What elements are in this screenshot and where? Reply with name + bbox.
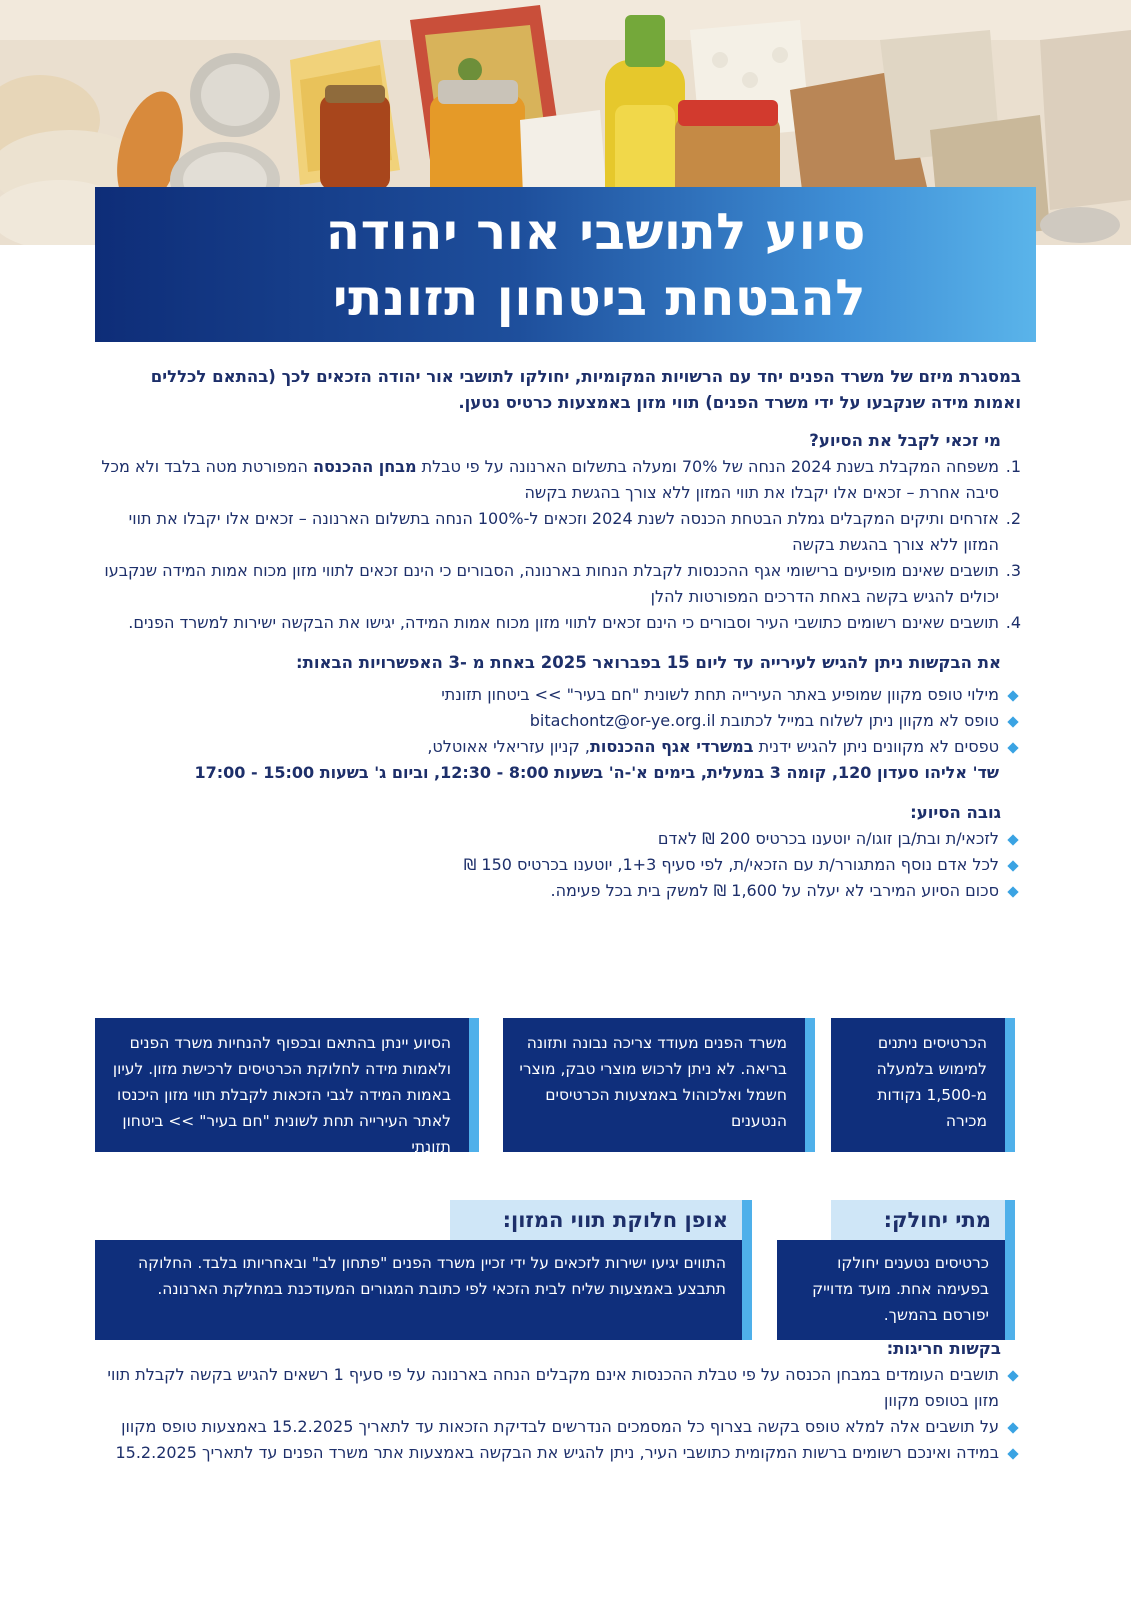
diamond-bullet-icon: [1007, 690, 1018, 701]
when-label: מתי יחולק:: [831, 1200, 1005, 1240]
online-form-link[interactable]: מילוי טופס מקוון שמופיע באתר העירייה תחת לשונית "חם בעיר" >> ביטחון תזונתי: [441, 685, 999, 704]
office-address-hours: שד' אליהו סעדון 120, קומה 3 במעלית, בימים א'-ה' בשעות 8:00 - 12:30, וביום ג' בשעות 15:00 - 17:00: [194, 763, 999, 782]
diamond-bullet-icon: [1007, 834, 1018, 845]
eligibility-heading: מי זכאי לקבל את הסיוע?: [809, 431, 1001, 450]
distribution-label: אופן חלוקת תווי המזון:: [450, 1200, 742, 1240]
amount-heading: גובה הסיוע:: [910, 803, 1001, 822]
when-box: כרטיסים נטענים יחולקו בפעימה אחת. מועד מדוייק יפורסם בהמשך.: [777, 1240, 1005, 1340]
amount-item: לזכאי/ת ובת/בן זוגו/ה יוטענו בכרטיס 200 ₪ לאדם: [99, 826, 1021, 852]
main-content: [99, 364, 1021, 904]
diamond-bullet-icon: [1007, 1422, 1018, 1433]
amount-item: לכל אדם נוסף המתגורר/ת עם הזכאי/ת, לפי סעיף 1+3, יוטענו בכרטיס 150 ₪: [99, 852, 1021, 878]
info-box-points-of-sale: הכרטיסים ניתנים למימוש בלמעלה מ-1,500 נקודות מכירה: [831, 1018, 1005, 1152]
item-number: 3.: [1005, 561, 1021, 580]
title-line-1: סיוע לתושבי אור יהודה: [325, 202, 866, 261]
exception-item: במידה ואינכם רשומים ברשות המקומית כתושבי העיר, ניתן להגיש את הבקשה באמצעות אתר משרד הפנים עד לתאריך 15.2.2025: [99, 1440, 1021, 1466]
exceptions-heading: בקשות חריגות:: [886, 1339, 1001, 1358]
diamond-bullet-icon: [1007, 886, 1018, 897]
info-box-healthy-consumption: משרד הפנים מעודד צריכה נבונה ותזונה בריאה. לא ניתן לרכוש מוצרי טבק, מוצרי חשמל ואלכוהול באמצעות הכרטיסים הנטענים: [503, 1018, 805, 1152]
submission-item: טופס לא מקוון ניתן לשלוח במייל לכתובת bitachontz@or-ye.org.il: [99, 708, 1021, 734]
item-number: 2.: [1005, 509, 1021, 528]
exception-item: תושבים העומדים במבחן הכנסה על פי טבלת ההכנסות אינם מקבלים הנחה בארנונה על פי סעיף 1 רשאים להגיש בקשה לקבלת תווי מזון בטופס מקוון: [99, 1362, 1021, 1414]
email-link[interactable]: bitachontz@or-ye.org.il: [529, 711, 716, 730]
item-number: 4.: [1005, 613, 1021, 632]
intro-paragraph: במסגרת מיזם של משרד הפנים יחד עם הרשויות המקומיות, יחולקו לתושבי אור יהודה הזכאים לכך (בהתאם לכללים ואמות מידה שנקבעו על ידי משרד הפנים) תווי מזון באמצעות כרטיס נטען.: [150, 367, 1021, 412]
exception-item: על תושבים אלה למלא טופס בקשה בצרוף כל המסמכים הנדרשים לבדיקת הזכאות עד לתאריך 15.2.2025 באמצעות טופס מקוון: [99, 1414, 1021, 1440]
item-number: 1.: [1005, 457, 1021, 476]
title-line-2: להבטחת ביטחון תזונתי: [332, 268, 866, 327]
diamond-bullet-icon: [1007, 716, 1018, 727]
eligibility-item: 3. תושבים שאינם מופיעים ברישומי אגף ההכנסות לקבלת הנחות בארנונה, הסבורים כי הינם זכאים לתווי מזון מכוח אמות המידה שנקבעו יכולים להגיש בקשה באחת הדרכים המפורטות להלן: [99, 558, 1021, 610]
diamond-bullet-icon: [1007, 1370, 1018, 1381]
diamond-bullet-icon: [1007, 1448, 1018, 1459]
exceptions-list: [99, 1362, 1021, 1466]
submission-list: [99, 682, 1021, 786]
eligibility-item: 4. תושבים שאינם רשומים כתושבי העיר וסבורים כי הינם זכאים לתווי מזון מכוח אמות המידה, יגישו את הבקשה ישירות למשרד הפנים.: [99, 610, 1021, 636]
eligibility-item: 1. משפחה המקבלת בשנת 2024 הנחה של 70% ומעלה בתשלום הארנונה על פי טבלת מבחן ההכנסה המפורטת מטה בלבד ולא מכל סיבה אחרת – זכאים אלו יקבלו את תווי המזון ללא צורך בהגשת בקשה: [99, 454, 1021, 506]
diamond-bullet-icon: [1007, 860, 1018, 871]
diamond-bullet-icon: [1007, 742, 1018, 753]
exceptions-section: [99, 1336, 1021, 1466]
info-box-guidelines: הסיוע יינתן בהתאם ובכפוף להנחיות משרד הפנים ולאמות מידה לחלוקת הכרטיסים לרכישת מזון. לעיון באמות המידה לגבי הזכאות לקבלת תווי מזון היכנסו לאתר העירייה תחת לשונית "חם בעיר" >> ביטחון תזונתי: [95, 1018, 469, 1152]
submission-item: טפסים לא מקוונים ניתן להגיש ידנית במשרדי אגף ההכנסות, קניון עזריאלי אאוטלט, שד' אליהו סעדון 120, קומה 3 במעלית, בימים א'-ה' בשעות 8:00 - 12:30, וביום ג' בשעות 15:00 - 17:00: [99, 734, 1021, 786]
amount-item: סכום הסיוע המירבי לא יעלה על 1,600 ₪ למשק בית בכל פעימה.: [99, 878, 1021, 904]
amount-list: [99, 826, 1021, 904]
title-banner: [95, 187, 1036, 342]
eligibility-list: [99, 454, 1021, 636]
eligibility-item: 2. אזרחים ותיקים המקבלים גמלת הבטחת הכנסה לשנת 2024 וזכאים ל-100% הנחה בתשלום הארנונה – זכאים אלו יקבלו את תווי המזון ללא צורך בהגשת בקשה: [99, 506, 1021, 558]
submission-heading: את הבקשות ניתן להגיש לעירייה עד ליום 15 בפברואר 2025 באחת מ -3 האפשרויות הבאות:: [296, 653, 1001, 672]
submission-item: [99, 682, 1021, 708]
distribution-box: התווים יגיעו ישירות לזכאים על ידי זכיין משרד הפנים "פתחון לב" ובאחריותו בלבד. החלוקה תתבצע באמצעות שליח לבית הזכאי לפי כתובת המגורים המעודכנת במחלקת הארנונה.: [95, 1240, 742, 1340]
